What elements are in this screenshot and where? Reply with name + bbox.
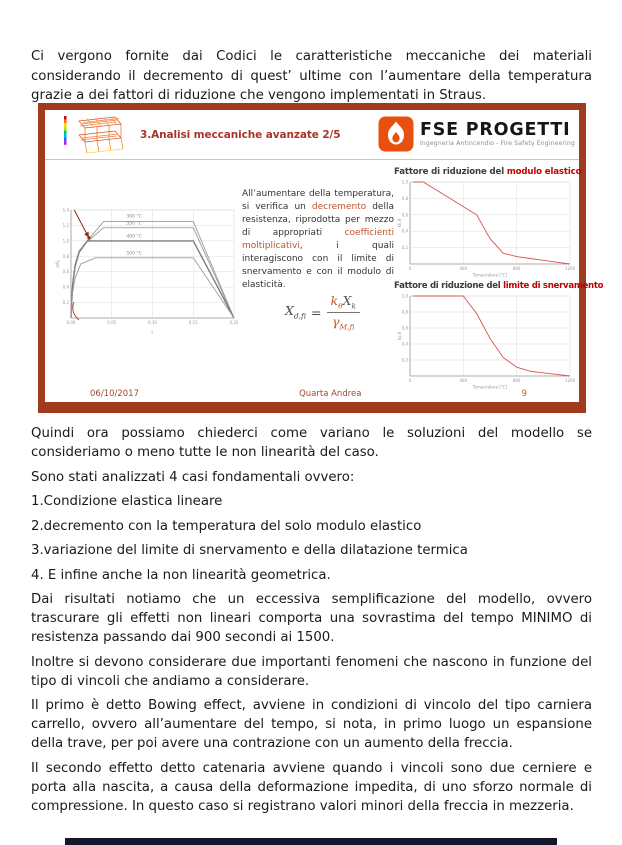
svg-text:kE,θ: kE,θ	[397, 218, 402, 228]
svg-text:400 °C: 400 °C	[126, 234, 142, 240]
paragraph: Il primo è detto Bowing effect, avviene in condizioni di vincolo del tipo carniera carrello, ovvero all’aumentare del tempo, si nota, in primo luogo un espansione della trave, per poi avere una contrazione con un aumento della freccia.	[31, 698, 592, 751]
paragraph: Inoltre si devono considerare due importanti fenomeni che nascono in funzione del tipo di vincoli che andiamo a considerare.	[31, 654, 592, 689]
svg-text:Temperatura [°C]: Temperatura [°C]	[472, 272, 508, 277]
svg-text:800: 800	[512, 266, 521, 271]
paragraph: 1.Condizione elastica lineare	[31, 494, 223, 509]
svg-text:Temperatura [°C]: Temperatura [°C]	[472, 384, 508, 389]
svg-text:0,6: 0,6	[62, 269, 69, 275]
svg-text:0,20: 0,20	[229, 320, 239, 325]
svg-text:1,4: 1,4	[62, 207, 69, 213]
svg-text:0,2: 0,2	[62, 300, 69, 306]
logo-tagline: Ingegneria Antincendio - Fire Safety Engineering	[419, 140, 575, 147]
svg-text:1,0: 1,0	[62, 238, 69, 244]
paragraph: Dai risultati notiamo che un eccessiva semplificazione del modello, ovvero trascurare gli effetti non lineari comporta una sovrastima del tempo MINIMO di resistenza passando dai 900 secondi ai 1500.	[31, 592, 592, 645]
design-strength-formula: $X_{d,fi}$ = $\frac{k_\theta X_k}{\gamma_{M,fi}}$	[250, 293, 395, 331]
svg-text:1,2: 1,2	[62, 222, 69, 228]
svg-text:0,05: 0,05	[107, 320, 117, 325]
svg-text:400: 400	[459, 378, 468, 383]
slide-body-text: All’aumentare della temperatura, si verifica un decremento della resistenza, riprodotta per mezzo di appropriati coefficienti moltiplicativi, i quali interagiscono con il limite di snervamento e con il modulo di elasticità.	[242, 189, 394, 290]
slide-footer	[45, 389, 579, 399]
embedded-slide	[38, 103, 604, 413]
intro-paragraph: Ci vergono fornite dai Codici le caratteristiche meccaniche dei materiali considerando il decremento di quest’ ultime con l’aumentare della temperatura grazie a dei fattori di riduzione che vengono implementati in Straus.	[31, 49, 592, 104]
flame-icon	[378, 116, 414, 152]
paragraph: 3.variazione del limite di snervamento e della dilatazione termica	[31, 543, 468, 558]
svg-text:0,15: 0,15	[188, 320, 198, 325]
fse-progetti-logo	[378, 116, 575, 152]
k-yield-chart-title: Fattore di riduzione del limite di snervamento	[394, 281, 604, 291]
svg-text:0,4: 0,4	[401, 341, 408, 347]
svg-text:400: 400	[459, 266, 468, 271]
paragraph: Sono stati analizzati 4 casi fondamentali ovvero:	[31, 469, 355, 485]
slide-page-number: 9	[521, 389, 527, 399]
paragraph: Il secondo effetto detto catenaria avviene quando i vincoli sono due cerniere e porta alla nascita, a causa della deformazione impedita, di uno sforzo normale di compressione. In questo caso si registrano valori minori della freccia in mezzeria.	[31, 760, 592, 814]
slide-title: 3.Analisi meccaniche avanzate 2/5	[140, 129, 341, 141]
svg-text:0,10: 0,10	[148, 320, 157, 325]
slide-date: 06/10/2017	[90, 389, 139, 399]
svg-text:1200: 1200	[564, 266, 575, 271]
svg-text:0: 0	[408, 378, 412, 383]
slide-canvas	[45, 110, 604, 402]
svg-text:800: 800	[512, 378, 521, 383]
svg-text:0,6: 0,6	[401, 325, 408, 331]
svg-text:0,6: 0,6	[401, 212, 408, 218]
svg-text:1200: 1200	[564, 378, 575, 383]
svg-text:0,2: 0,2	[401, 245, 408, 251]
cropped-next-element	[65, 838, 557, 845]
svg-text:0,8: 0,8	[401, 195, 408, 201]
svg-text:ε: ε	[151, 329, 154, 334]
svg-text:0,00: 0,00	[66, 320, 76, 325]
slide-author: Quarta Andrea	[299, 389, 362, 399]
svg-text:0,4: 0,4	[62, 284, 69, 290]
slide-header	[45, 110, 579, 160]
k-elastic-chart	[397, 179, 575, 281]
svg-text:0,8: 0,8	[62, 253, 69, 259]
svg-text:σ/fy: σ/fy	[55, 260, 60, 268]
svg-text:0: 0	[408, 266, 412, 271]
svg-text:1,0: 1,0	[401, 293, 408, 299]
paragraph: 2.decremento con la temperatura del solo modulo elastico	[31, 518, 422, 534]
svg-text:300 °C: 300 °C	[126, 214, 142, 220]
svg-text:0,2: 0,2	[401, 357, 408, 363]
k-yield-chart	[397, 293, 575, 393]
svg-text:0,4: 0,4	[401, 228, 408, 234]
paragraph: Quindi ora possiamo chiederci come variano le soluzioni del modello se consideriamo o meno tutte le non linearità del caso.	[31, 426, 592, 460]
body-paragraphs	[31, 424, 592, 821]
structure-model-icon	[63, 112, 127, 158]
paragraph: 4. E infine anche la non linearità geometrica.	[31, 567, 331, 583]
svg-text:0,8: 0,8	[401, 309, 408, 315]
svg-text:350 °C: 350 °C	[126, 221, 142, 227]
svg-text:1,0: 1,0	[401, 179, 408, 185]
svg-text:ky,θ: ky,θ	[397, 331, 402, 341]
logo-name: FSE PROGETTI	[419, 120, 571, 140]
k-elastic-chart-title: Fattore di riduzione del modulo elastico	[394, 167, 582, 177]
stress-strain-chart	[55, 202, 240, 338]
svg-text:500 °C: 500 °C	[126, 251, 142, 257]
